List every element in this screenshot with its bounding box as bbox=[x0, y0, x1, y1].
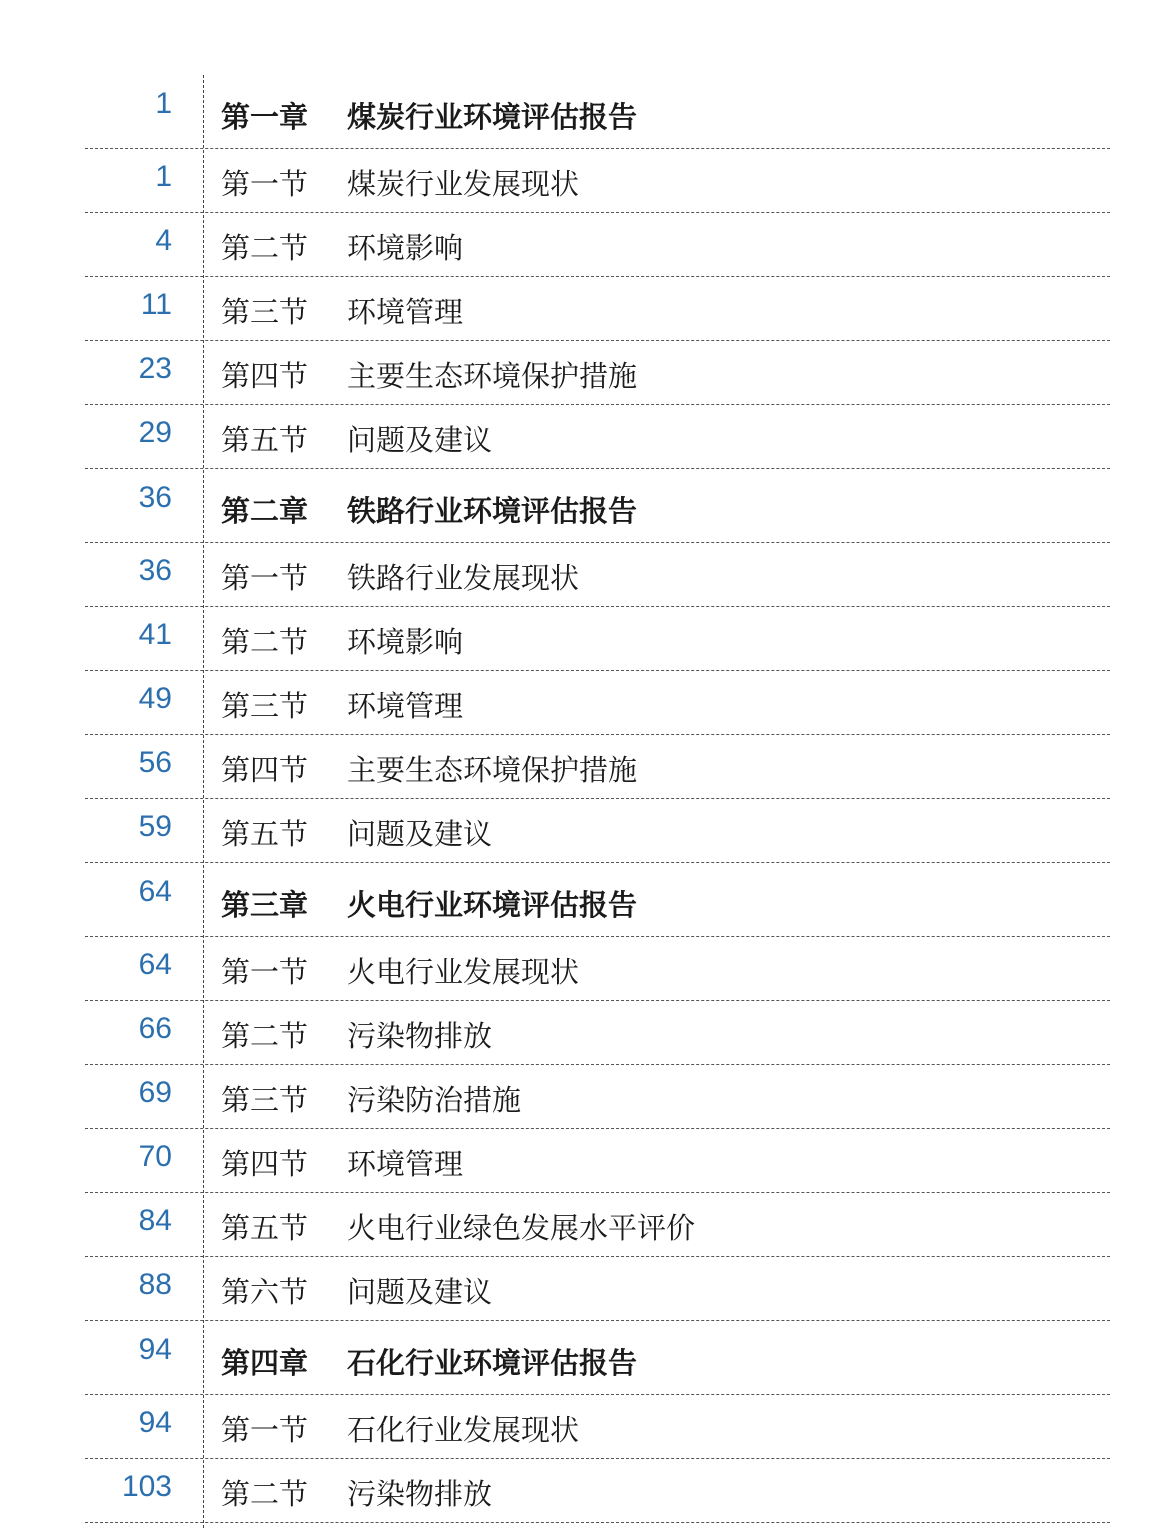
section-title: 污染物排放 bbox=[347, 1019, 493, 1053]
toc-section-row[interactable] bbox=[85, 405, 1110, 469]
toc-chapter-row[interactable] bbox=[85, 75, 1110, 149]
toc-section-row[interactable] bbox=[85, 1129, 1110, 1193]
toc-page-number: 64 bbox=[138, 875, 172, 908]
toc-section-row[interactable] bbox=[85, 1459, 1110, 1523]
section-label: 第五节 bbox=[221, 423, 309, 457]
toc-section-row[interactable] bbox=[85, 1257, 1110, 1321]
toc-chapter-row[interactable] bbox=[85, 863, 1110, 937]
section-title: 环境管理 bbox=[347, 1147, 464, 1181]
section-title: 污染防治措施 bbox=[347, 1083, 522, 1117]
toc-section-row[interactable] bbox=[85, 735, 1110, 799]
toc-section-row[interactable] bbox=[85, 607, 1110, 671]
toc-chapter-row[interactable] bbox=[85, 469, 1110, 543]
section-label: 第一节 bbox=[221, 1413, 309, 1447]
section-title: 问题及建议 bbox=[347, 423, 493, 457]
toc-section-row[interactable] bbox=[85, 277, 1110, 341]
section-title: 问题及建议 bbox=[347, 1275, 493, 1309]
section-label: 第二节 bbox=[221, 625, 309, 659]
toc-section-row[interactable] bbox=[85, 1065, 1110, 1129]
toc-section-row[interactable] bbox=[85, 937, 1110, 1001]
section-label: 第二节 bbox=[221, 1019, 309, 1053]
toc-section-row[interactable] bbox=[85, 799, 1110, 863]
toc-page-number: 88 bbox=[138, 1268, 172, 1301]
toc-page-number: 84 bbox=[138, 1204, 172, 1237]
chapter-label: 第二章 bbox=[221, 494, 309, 528]
section-label: 第三节 bbox=[221, 1083, 309, 1117]
toc-page-number: 103 bbox=[121, 1470, 172, 1503]
chapter-label: 第三章 bbox=[221, 888, 309, 922]
section-label: 第五节 bbox=[221, 817, 309, 851]
chapter-title: 煤炭行业环境评估报告 bbox=[347, 100, 638, 134]
toc-page-number: 11 bbox=[140, 288, 172, 321]
section-title: 火电行业发展现状 bbox=[347, 955, 580, 989]
section-label: 第五节 bbox=[221, 1211, 309, 1245]
section-label: 第四节 bbox=[221, 753, 309, 787]
section-label: 第三节 bbox=[221, 295, 309, 329]
section-label: 第六节 bbox=[221, 1275, 309, 1309]
toc-section-row[interactable] bbox=[85, 1001, 1110, 1065]
section-label: 第一节 bbox=[221, 167, 309, 201]
toc-page-number: 36 bbox=[138, 554, 172, 587]
toc-page-number: 56 bbox=[138, 746, 172, 779]
section-label: 第二节 bbox=[221, 231, 309, 265]
toc-section-row[interactable] bbox=[85, 341, 1110, 405]
section-title: 污染物排放 bbox=[347, 1477, 493, 1511]
section-title: 环境影响 bbox=[347, 625, 464, 659]
section-title: 主要生态环境保护措施 bbox=[347, 753, 638, 787]
toc-page-number: 1 bbox=[155, 87, 172, 120]
section-title: 环境管理 bbox=[347, 295, 464, 329]
toc-section-row[interactable] bbox=[85, 1193, 1110, 1257]
section-title: 煤炭行业发展现状 bbox=[347, 167, 580, 201]
section-title: 铁路行业发展现状 bbox=[347, 561, 580, 595]
section-label: 第四节 bbox=[221, 1147, 309, 1181]
section-label: 第一节 bbox=[221, 561, 309, 595]
toc-page-number: 70 bbox=[138, 1140, 172, 1173]
toc-section-row[interactable] bbox=[85, 149, 1110, 213]
toc-page-number: 41 bbox=[138, 618, 172, 651]
toc-page-number: 23 bbox=[138, 352, 172, 385]
toc-page-number: 94 bbox=[138, 1333, 172, 1366]
section-title: 火电行业绿色发展水平评价 bbox=[347, 1211, 696, 1245]
chapter-label: 第一章 bbox=[221, 100, 309, 134]
toc-page-number: 29 bbox=[138, 416, 172, 449]
toc-section-row[interactable] bbox=[85, 543, 1110, 607]
toc-page-number: 66 bbox=[138, 1012, 172, 1045]
toc-section-row[interactable] bbox=[85, 671, 1110, 735]
toc-page-number: 4 bbox=[155, 224, 172, 257]
chapter-title: 火电行业环境评估报告 bbox=[347, 888, 638, 922]
section-title: 环境影响 bbox=[347, 231, 464, 265]
toc-page-number: 59 bbox=[138, 810, 172, 843]
toc-page-number: 1 bbox=[155, 160, 172, 193]
toc-page-number: 69 bbox=[138, 1076, 172, 1109]
chapter-title: 石化行业环境评估报告 bbox=[347, 1346, 638, 1380]
toc-page-number: 64 bbox=[138, 948, 172, 981]
section-label: 第二节 bbox=[221, 1477, 309, 1511]
toc-page-number: 94 bbox=[138, 1406, 172, 1439]
section-title: 问题及建议 bbox=[347, 817, 493, 851]
chapter-title: 铁路行业环境评估报告 bbox=[347, 494, 638, 528]
section-label: 第一节 bbox=[221, 955, 309, 989]
toc-section-row[interactable] bbox=[85, 213, 1110, 277]
toc-page-number: 36 bbox=[138, 481, 172, 514]
table-of-contents bbox=[85, 75, 1110, 1523]
section-label: 第三节 bbox=[221, 689, 309, 723]
section-title: 石化行业发展现状 bbox=[347, 1413, 580, 1447]
section-title: 主要生态环境保护措施 bbox=[347, 359, 638, 393]
chapter-label: 第四章 bbox=[221, 1346, 309, 1380]
section-label: 第四节 bbox=[221, 359, 309, 393]
toc-chapter-row[interactable] bbox=[85, 1321, 1110, 1395]
section-title: 环境管理 bbox=[347, 689, 464, 723]
toc-section-row[interactable] bbox=[85, 1395, 1110, 1459]
toc-page-number: 49 bbox=[138, 682, 172, 715]
